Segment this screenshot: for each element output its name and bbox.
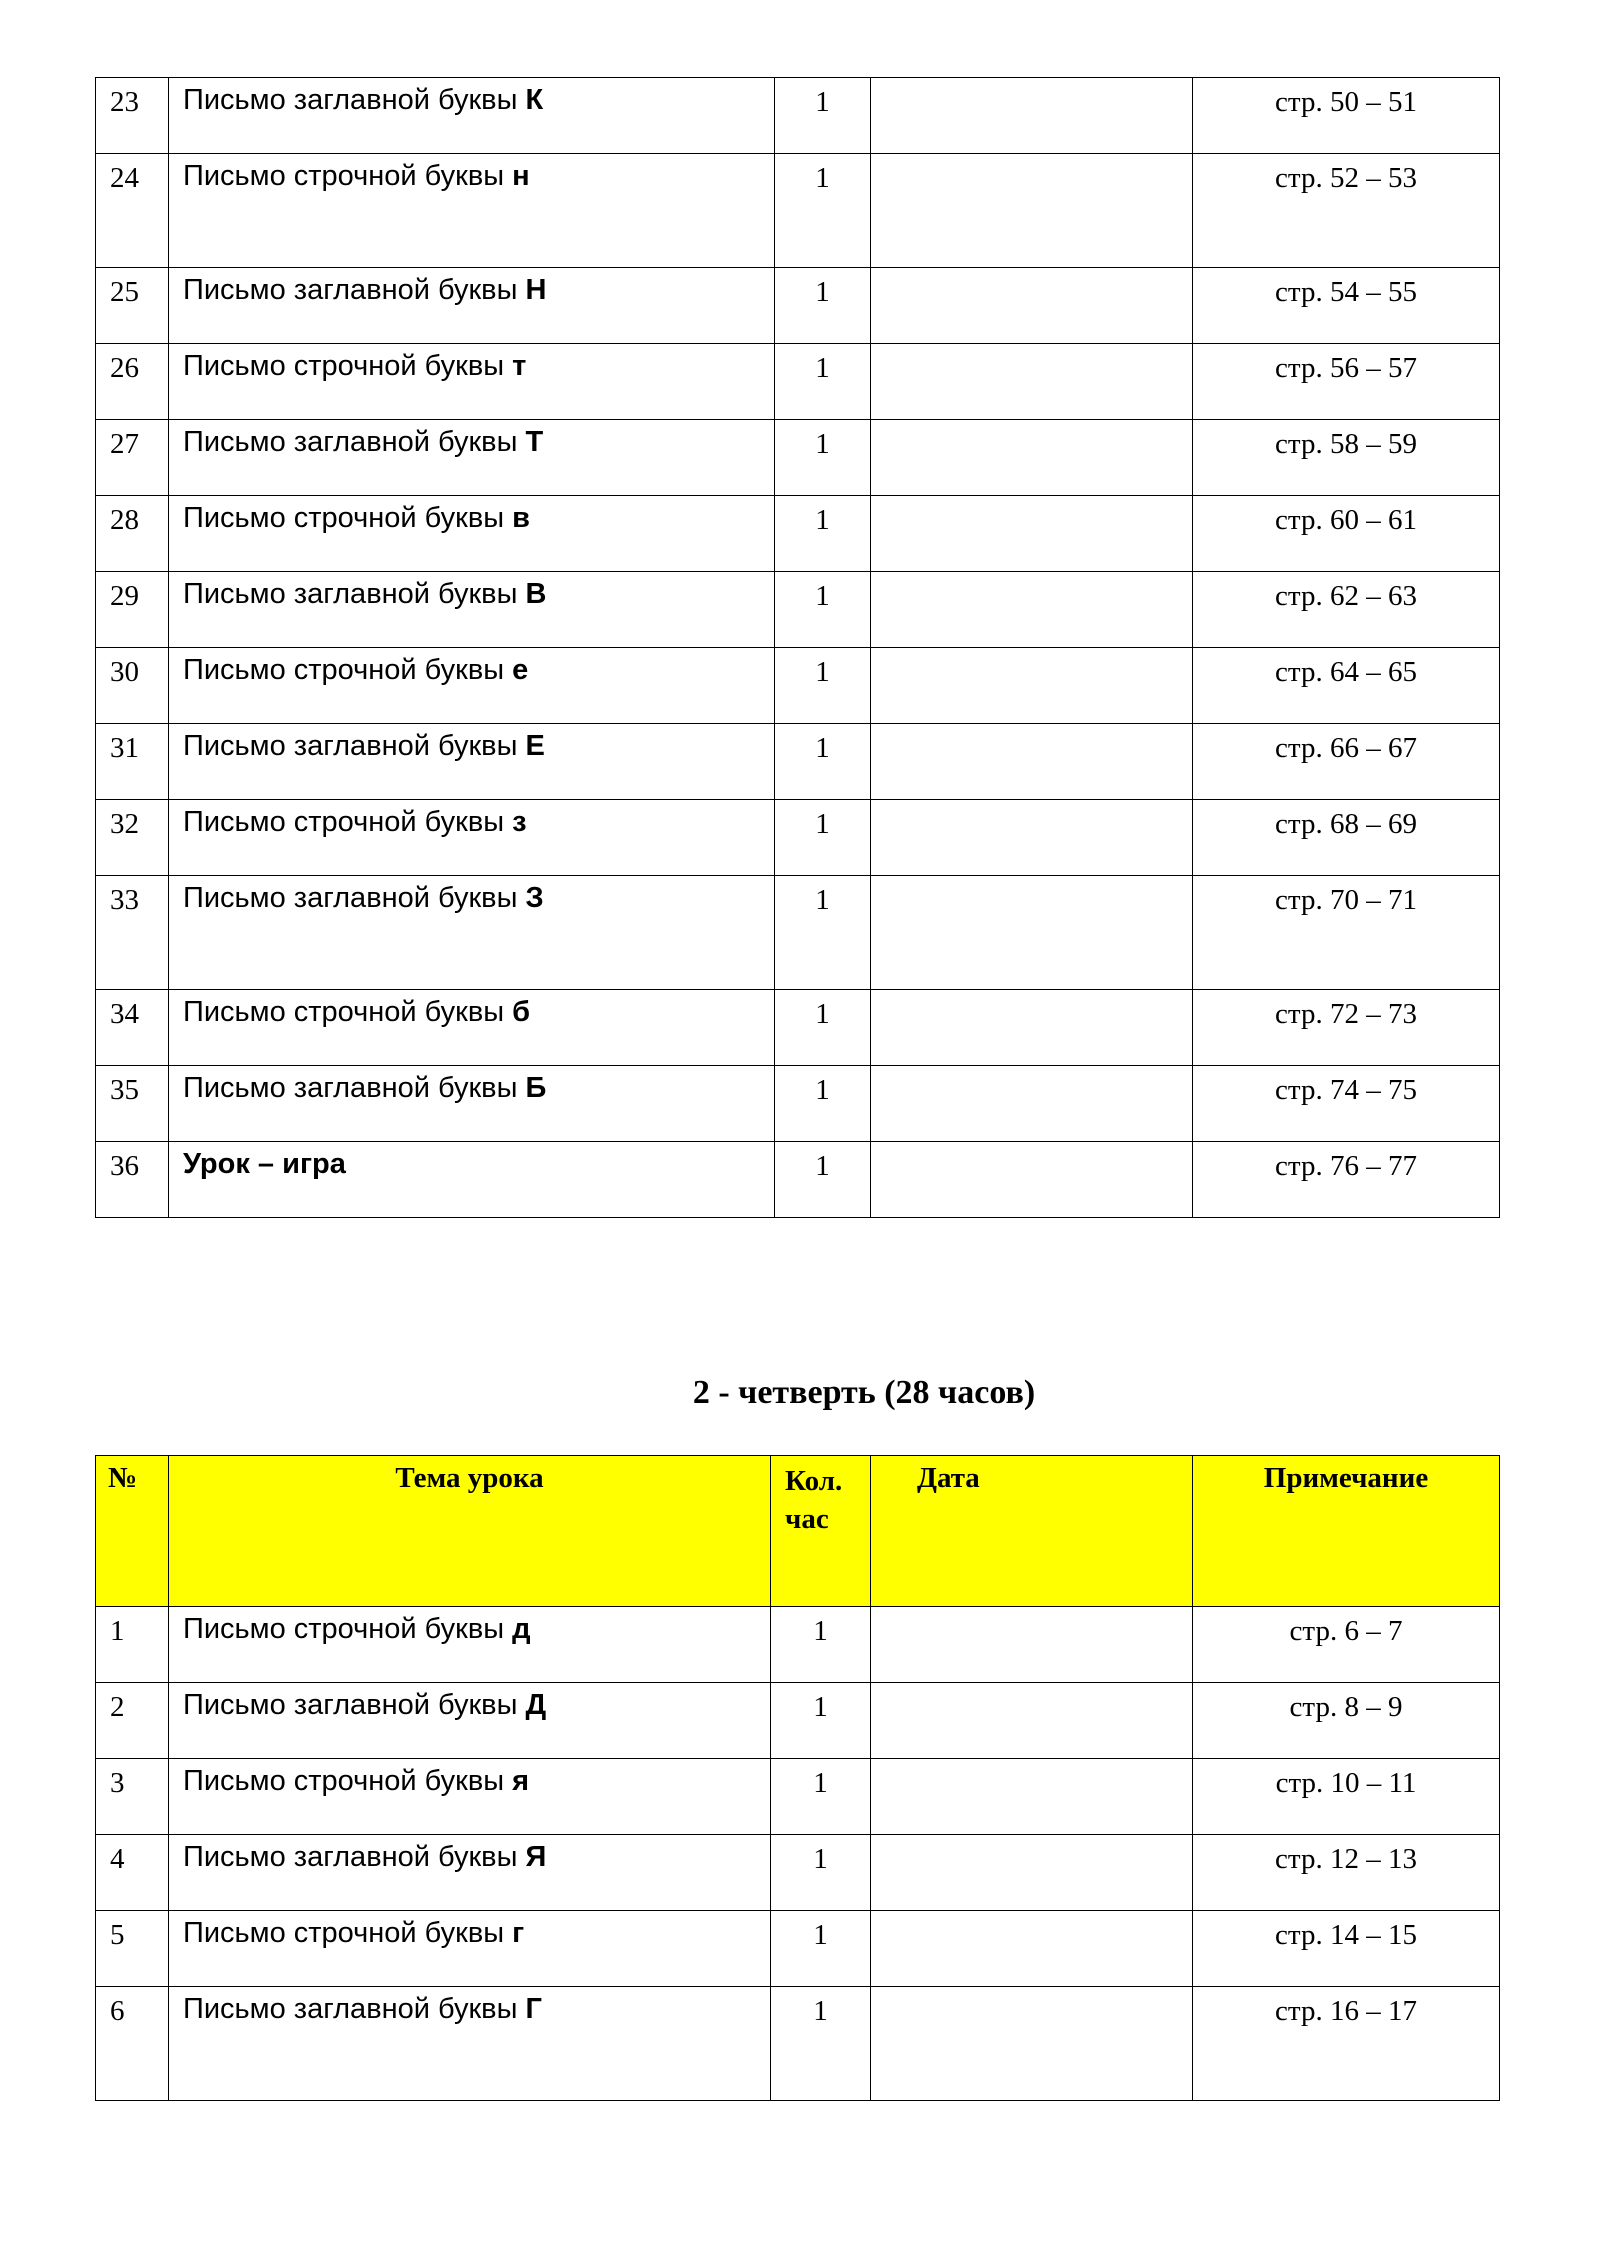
lesson-letter: т — [512, 350, 527, 382]
lesson-note: стр. 72 – 73 — [1275, 998, 1417, 1030]
cell-hours — [775, 990, 871, 1066]
cell-topic — [169, 496, 775, 572]
lesson-letter: К — [525, 84, 544, 116]
table-row — [96, 1683, 1500, 1759]
cell-hours — [775, 78, 871, 154]
lesson-topic: Письмо заглавной буквы — [183, 1841, 518, 1873]
lesson-letter: В — [525, 578, 547, 610]
lesson-note: стр. 52 – 53 — [1275, 162, 1417, 194]
lesson-number: 4 — [110, 1843, 125, 1875]
cell-hours — [775, 800, 871, 876]
lesson-letter: г — [512, 1917, 525, 1949]
cell-note — [1193, 572, 1500, 648]
table-row — [96, 154, 1500, 268]
lesson-hours: 1 — [815, 428, 830, 460]
lesson-number: 30 — [110, 656, 139, 688]
cell-number — [96, 876, 169, 990]
lesson-topic: Письмо заглавной буквы — [183, 578, 518, 610]
cell-topic — [169, 800, 775, 876]
table-row — [96, 1066, 1500, 1142]
lesson-number: 26 — [110, 352, 139, 384]
cell-number — [96, 1066, 169, 1142]
lesson-note: стр. 76 – 77 — [1275, 1150, 1417, 1182]
lesson-note: стр. 70 – 71 — [1275, 884, 1417, 916]
lesson-hours: 1 — [815, 1150, 830, 1182]
cell-date — [871, 990, 1193, 1066]
table-row — [96, 724, 1500, 800]
lesson-note: стр. 60 – 61 — [1275, 504, 1417, 536]
lesson-topic: Письмо заглавной буквы — [183, 1072, 518, 1104]
lesson-hours: 1 — [815, 998, 830, 1030]
cell-note — [1193, 1835, 1500, 1911]
lesson-note: стр. 58 – 59 — [1275, 428, 1417, 460]
lesson-number: 25 — [110, 276, 139, 308]
cell-number — [96, 724, 169, 800]
lesson-note: стр. 74 – 75 — [1275, 1074, 1417, 1106]
lesson-topic: Письмо строчной буквы — [183, 806, 505, 838]
cell-number — [96, 1759, 169, 1835]
table-row — [96, 1607, 1500, 1683]
lesson-note: стр. 8 – 9 — [1289, 1691, 1403, 1723]
cell-topic — [169, 648, 775, 724]
lessons-table-q2 — [95, 1455, 1500, 2101]
lesson-hours: 1 — [815, 276, 830, 308]
lesson-number: 2 — [110, 1691, 125, 1723]
lesson-topic: Письмо заглавной буквы — [183, 882, 518, 914]
cell-topic — [169, 1142, 775, 1218]
table-row — [96, 648, 1500, 724]
cell-hours — [775, 1142, 871, 1218]
cell-hours — [775, 724, 871, 800]
cell-number — [96, 268, 169, 344]
table-row — [96, 496, 1500, 572]
lesson-hours: 1 — [813, 1843, 828, 1875]
lesson-topic: Письмо заглавной буквы — [183, 1993, 518, 2025]
cell-number — [96, 420, 169, 496]
lesson-letter: Г — [525, 1993, 542, 2025]
cell-topic — [169, 1607, 771, 1683]
lesson-number: 5 — [110, 1919, 125, 1951]
cell-topic — [169, 420, 775, 496]
lesson-hours: 1 — [815, 504, 830, 536]
cell-hours — [775, 154, 871, 268]
lesson-note: стр. 50 – 51 — [1275, 86, 1417, 118]
lesson-letter: З — [525, 882, 544, 914]
lesson-hours: 1 — [813, 1691, 828, 1723]
lesson-hours: 1 — [815, 884, 830, 916]
lesson-letter: Я — [525, 1841, 547, 1873]
cell-date — [871, 876, 1193, 990]
cell-date — [871, 344, 1193, 420]
cell-date — [871, 1759, 1193, 1835]
lesson-letter: д — [512, 1613, 531, 1645]
lesson-topic: Письмо строчной буквы — [183, 1917, 505, 1949]
lesson-hours: 1 — [815, 656, 830, 688]
lesson-hours: 1 — [815, 732, 830, 764]
lesson-letter: Н — [525, 274, 547, 306]
cell-hours — [775, 268, 871, 344]
cell-date — [871, 1142, 1193, 1218]
lesson-number: 3 — [110, 1767, 125, 1799]
lessons-table-q1 — [95, 77, 1500, 1218]
cell-topic — [169, 1066, 775, 1142]
cell-number — [96, 572, 169, 648]
lesson-note: стр. 68 – 69 — [1275, 808, 1417, 840]
lesson-letter: Д — [525, 1689, 547, 1721]
lesson-number: 34 — [110, 998, 139, 1030]
lesson-note: стр. 16 – 17 — [1275, 1995, 1417, 2027]
lesson-letter: Е — [525, 730, 545, 762]
table-row — [96, 420, 1500, 496]
lesson-hours: 1 — [813, 1919, 828, 1951]
lesson-number: 35 — [110, 1074, 139, 1106]
cell-topic — [169, 1759, 771, 1835]
cell-hours — [771, 1911, 871, 1987]
lesson-number: 36 — [110, 1150, 139, 1182]
lesson-letter: е — [512, 654, 529, 686]
cell-date — [871, 800, 1193, 876]
lesson-topic: Письмо заглавной буквы — [183, 1689, 518, 1721]
cell-note — [1193, 1066, 1500, 1142]
lesson-number: 24 — [110, 162, 139, 194]
cell-note — [1193, 268, 1500, 344]
header-topic: Тема урока — [169, 1456, 771, 1607]
lesson-note: стр. 64 – 65 — [1275, 656, 1417, 688]
cell-note — [1193, 420, 1500, 496]
table-row — [96, 876, 1500, 990]
table-row — [96, 990, 1500, 1066]
cell-topic — [169, 876, 775, 990]
cell-number — [96, 78, 169, 154]
lesson-hours: 1 — [813, 1615, 828, 1647]
table-row — [96, 78, 1500, 154]
table-row — [96, 344, 1500, 420]
lesson-topic: Письмо заглавной буквы — [183, 426, 518, 458]
cell-note — [1193, 724, 1500, 800]
cell-note — [1193, 1607, 1500, 1683]
cell-date — [871, 648, 1193, 724]
cell-hours — [771, 1835, 871, 1911]
lesson-hours: 1 — [813, 1767, 828, 1799]
cell-number — [96, 1683, 169, 1759]
cell-note — [1193, 800, 1500, 876]
cell-note — [1193, 496, 1500, 572]
lesson-letter: н — [512, 160, 530, 192]
header-number: № — [96, 1456, 169, 1607]
cell-note — [1193, 990, 1500, 1066]
lesson-number: 1 — [110, 1615, 125, 1647]
cell-hours — [775, 344, 871, 420]
lesson-topic: Письмо заглавной буквы — [183, 730, 518, 762]
cell-note — [1193, 876, 1500, 990]
cell-number — [96, 1835, 169, 1911]
lesson-letter: в — [512, 502, 530, 534]
cell-number — [96, 1987, 169, 2101]
cell-note — [1193, 1911, 1500, 1987]
lesson-letter: Т — [525, 426, 544, 458]
lesson-topic: Письмо строчной буквы — [183, 996, 505, 1028]
cell-note — [1193, 648, 1500, 724]
cell-topic — [169, 572, 775, 648]
lesson-note: стр. 6 – 7 — [1289, 1615, 1403, 1647]
lesson-topic: Письмо строчной буквы — [183, 1765, 505, 1797]
cell-topic — [169, 1683, 771, 1759]
cell-date — [871, 1911, 1193, 1987]
cell-topic — [169, 154, 775, 268]
cell-date — [871, 1607, 1193, 1683]
lesson-hours: 1 — [815, 86, 830, 118]
cell-date — [871, 1835, 1193, 1911]
cell-topic — [169, 1987, 771, 2101]
cell-date — [871, 268, 1193, 344]
lesson-number: 6 — [110, 1995, 125, 2027]
lesson-note: стр. 54 – 55 — [1275, 276, 1417, 308]
cell-topic — [169, 990, 775, 1066]
cell-hours — [771, 1987, 871, 2101]
cell-date — [871, 1066, 1193, 1142]
header-date: Дата — [871, 1456, 1193, 1607]
table-row — [96, 1835, 1500, 1911]
cell-number — [96, 648, 169, 724]
lesson-note: стр. 14 – 15 — [1275, 1919, 1417, 1951]
cell-note — [1193, 78, 1500, 154]
lesson-note: стр. 62 – 63 — [1275, 580, 1417, 612]
table-row — [96, 1911, 1500, 1987]
lesson-number: 29 — [110, 580, 139, 612]
cell-hours — [775, 876, 871, 990]
cell-date — [871, 572, 1193, 648]
lesson-note: стр. 56 – 57 — [1275, 352, 1417, 384]
cell-hours — [775, 648, 871, 724]
lesson-note: стр. 66 – 67 — [1275, 732, 1417, 764]
cell-date — [871, 496, 1193, 572]
cell-number — [96, 1607, 169, 1683]
lesson-letter: з — [512, 806, 527, 838]
table-row — [96, 1987, 1500, 2101]
lesson-topic: Письмо строчной буквы — [183, 160, 505, 192]
cell-topic — [169, 724, 775, 800]
cell-hours — [775, 572, 871, 648]
cell-topic — [169, 1835, 771, 1911]
lesson-hours: 1 — [815, 580, 830, 612]
cell-topic — [169, 1911, 771, 1987]
cell-note — [1193, 344, 1500, 420]
lesson-topic: Письмо заглавной буквы — [183, 274, 518, 306]
cell-hours — [771, 1607, 871, 1683]
lesson-note: стр. 12 – 13 — [1275, 1843, 1417, 1875]
cell-topic — [169, 78, 775, 154]
cell-number — [96, 496, 169, 572]
cell-note — [1193, 1142, 1500, 1218]
cell-hours — [775, 496, 871, 572]
cell-date — [871, 420, 1193, 496]
lesson-note: стр. 10 – 11 — [1275, 1767, 1417, 1799]
lesson-topic: Письмо строчной буквы — [183, 350, 505, 382]
cell-hours — [771, 1683, 871, 1759]
lesson-letter: Б — [525, 1072, 547, 1104]
table-row — [96, 800, 1500, 876]
lesson-number: 32 — [110, 808, 139, 840]
lesson-topic: Письмо заглавной буквы — [183, 84, 518, 116]
cell-note — [1193, 1683, 1500, 1759]
cell-date — [871, 724, 1193, 800]
lesson-topic: Письмо строчной буквы — [183, 1613, 505, 1645]
lesson-topic: Письмо строчной буквы — [183, 502, 505, 534]
cell-number — [96, 344, 169, 420]
lesson-letter: я — [512, 1765, 530, 1797]
lesson-topic: Письмо строчной буквы — [183, 654, 505, 686]
cell-note — [1193, 1759, 1500, 1835]
cell-number — [96, 800, 169, 876]
lesson-number: 33 — [110, 884, 139, 916]
cell-topic — [169, 268, 775, 344]
cell-note — [1193, 1987, 1500, 2101]
header-hours: Кол. час — [771, 1456, 871, 1607]
cell-hours — [771, 1759, 871, 1835]
cell-number — [96, 990, 169, 1066]
cell-hours — [775, 420, 871, 496]
cell-date — [871, 78, 1193, 154]
lesson-hours: 1 — [815, 808, 830, 840]
lesson-number: 31 — [110, 732, 139, 764]
cell-number — [96, 154, 169, 268]
lesson-number: 23 — [110, 86, 139, 118]
lesson-number: 28 — [110, 504, 139, 536]
table-row — [96, 572, 1500, 648]
cell-number — [96, 1911, 169, 1987]
lesson-letter: б — [512, 996, 531, 1028]
table-row — [96, 1759, 1500, 1835]
cell-date — [871, 154, 1193, 268]
cell-topic — [169, 344, 775, 420]
lesson-hours: 1 — [815, 162, 830, 194]
cell-hours — [775, 1066, 871, 1142]
table-row — [96, 1142, 1500, 1218]
lesson-letter: Урок – игра — [183, 1148, 346, 1180]
cell-note — [1193, 154, 1500, 268]
lesson-hours: 1 — [815, 1074, 830, 1106]
lesson-hours: 1 — [813, 1995, 828, 2027]
cell-date — [871, 1683, 1193, 1759]
section-heading: 2 - четверть (28 часов) — [692, 1374, 1036, 1411]
cell-number — [96, 1142, 169, 1218]
header-note: Примечание — [1193, 1456, 1500, 1607]
cell-date — [871, 1987, 1193, 2101]
table-row — [96, 268, 1500, 344]
lesson-hours: 1 — [815, 352, 830, 384]
lesson-number: 27 — [110, 428, 139, 460]
